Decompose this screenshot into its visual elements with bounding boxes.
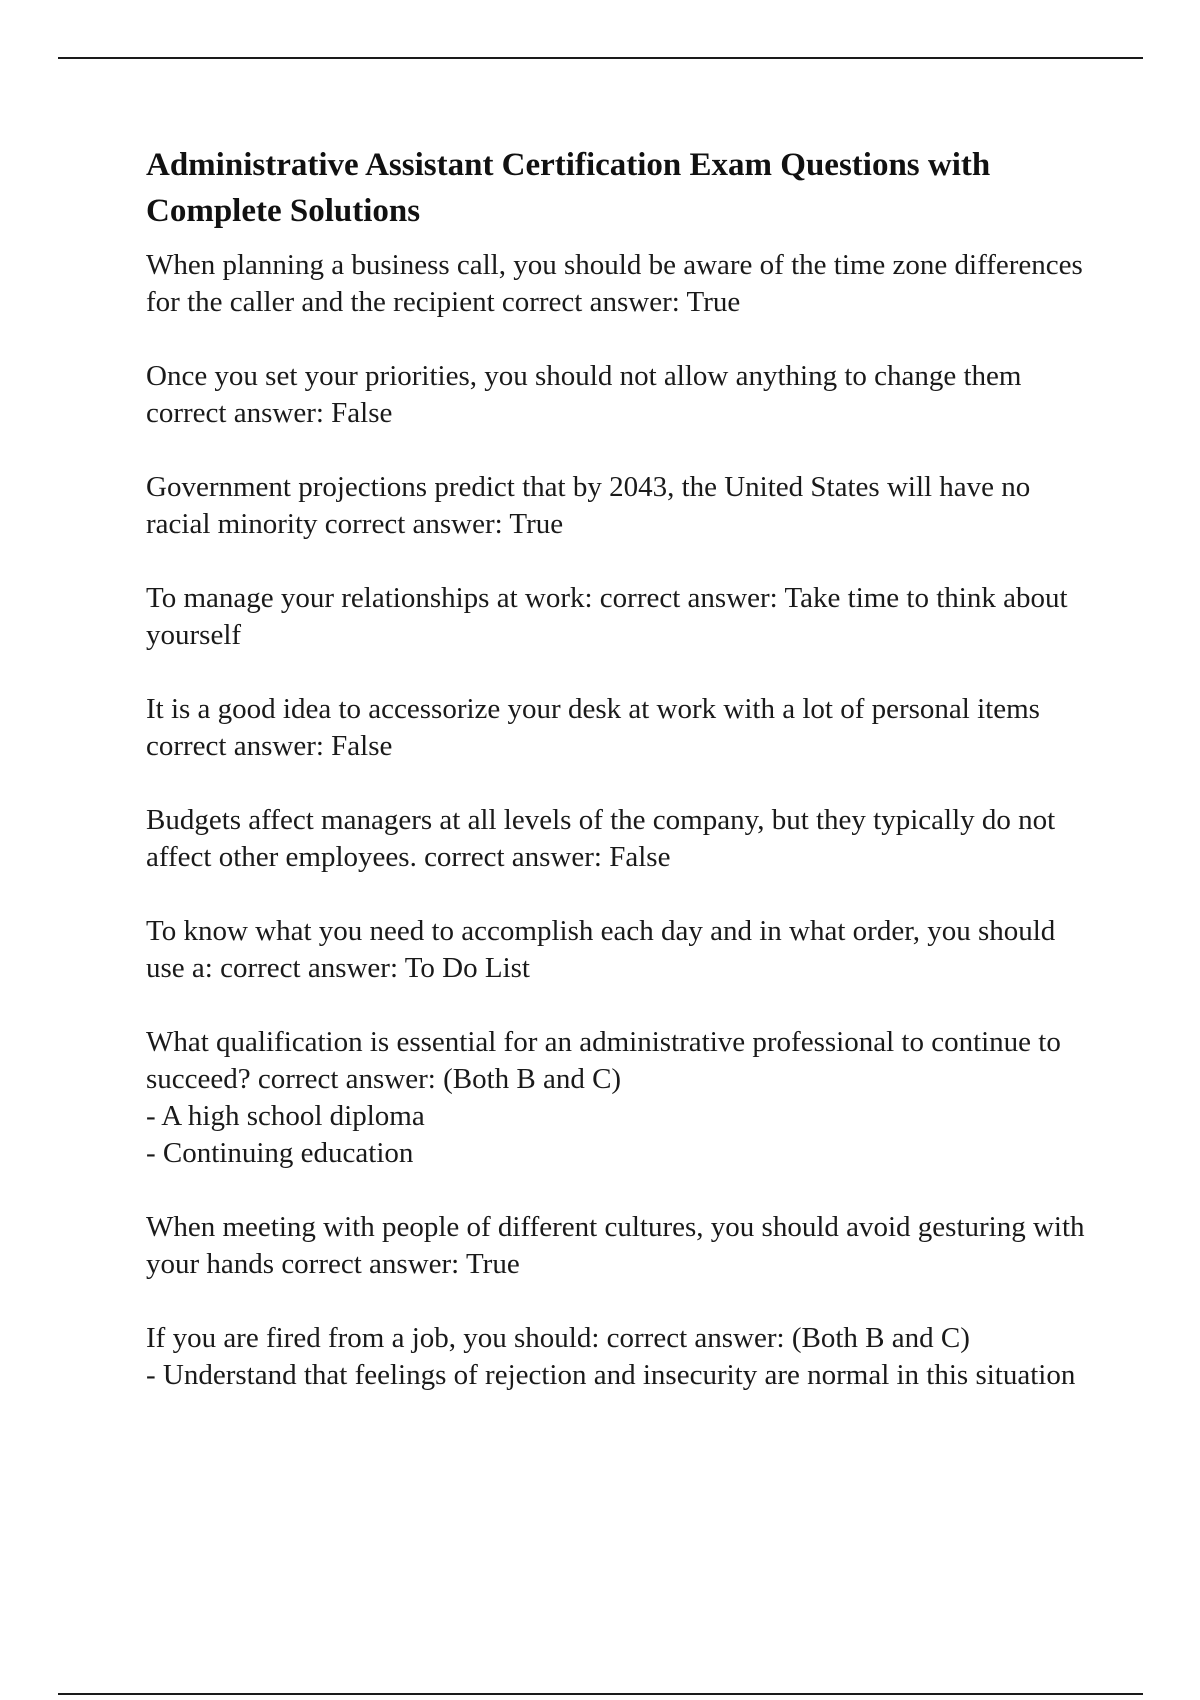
question-item bbox=[146, 913, 1096, 987]
top-divider bbox=[58, 57, 1143, 59]
question-text: To manage your relationships at work: correct answer: Take time to think about yourself bbox=[146, 582, 1075, 651]
question-text: Once you set your priorities, you should not allow anything to change them correct answer: False bbox=[146, 360, 1029, 429]
answer-option: - A high school diploma bbox=[146, 1100, 425, 1132]
question-text: It is a good idea to accessorize your desk at work with a lot of personal items correct answer: False bbox=[146, 693, 1048, 762]
question-item bbox=[146, 358, 1096, 432]
question-text: Government projections predict that by 2043, the United States will have no racial minority correct answer: True bbox=[146, 471, 1038, 540]
question-item bbox=[146, 469, 1096, 543]
question-item bbox=[146, 1209, 1096, 1283]
bottom-divider bbox=[58, 1693, 1143, 1695]
question-list bbox=[146, 247, 1096, 1394]
question-item bbox=[146, 802, 1096, 876]
document-body bbox=[146, 142, 1096, 1431]
question-item bbox=[146, 691, 1096, 765]
question-item bbox=[146, 1320, 1096, 1394]
question-item bbox=[146, 1024, 1096, 1172]
question-text: If you are fired from a job, you should: correct answer: (Both B and C) bbox=[146, 1322, 970, 1354]
question-text: Budgets affect managers at all levels of the company, but they typically do not affect other employees. correct answer: False bbox=[146, 804, 1063, 873]
question-text: When planning a business call, you should be aware of the time zone differences for the caller and the recipient correct answer: True bbox=[146, 249, 1091, 318]
answer-option: - Continuing education bbox=[146, 1137, 414, 1169]
question-item bbox=[146, 247, 1096, 321]
question-text: What qualification is essential for an administrative professional to continue to succeed? correct answer: (Both B and C) bbox=[146, 1026, 1069, 1095]
document-title: Administrative Assistant Certification Exam Questions with Complete Solutions bbox=[146, 147, 991, 229]
question-text: When meeting with people of different cultures, you should avoid gesturing with your hands correct answer: True bbox=[146, 1211, 1092, 1280]
question-text: To know what you need to accomplish each day and in what order, you should use a: correct answer: To Do List bbox=[146, 915, 1063, 984]
question-item bbox=[146, 580, 1096, 654]
answer-option: - Understand that feelings of rejection and insecurity are normal in this situation bbox=[146, 1359, 1076, 1391]
